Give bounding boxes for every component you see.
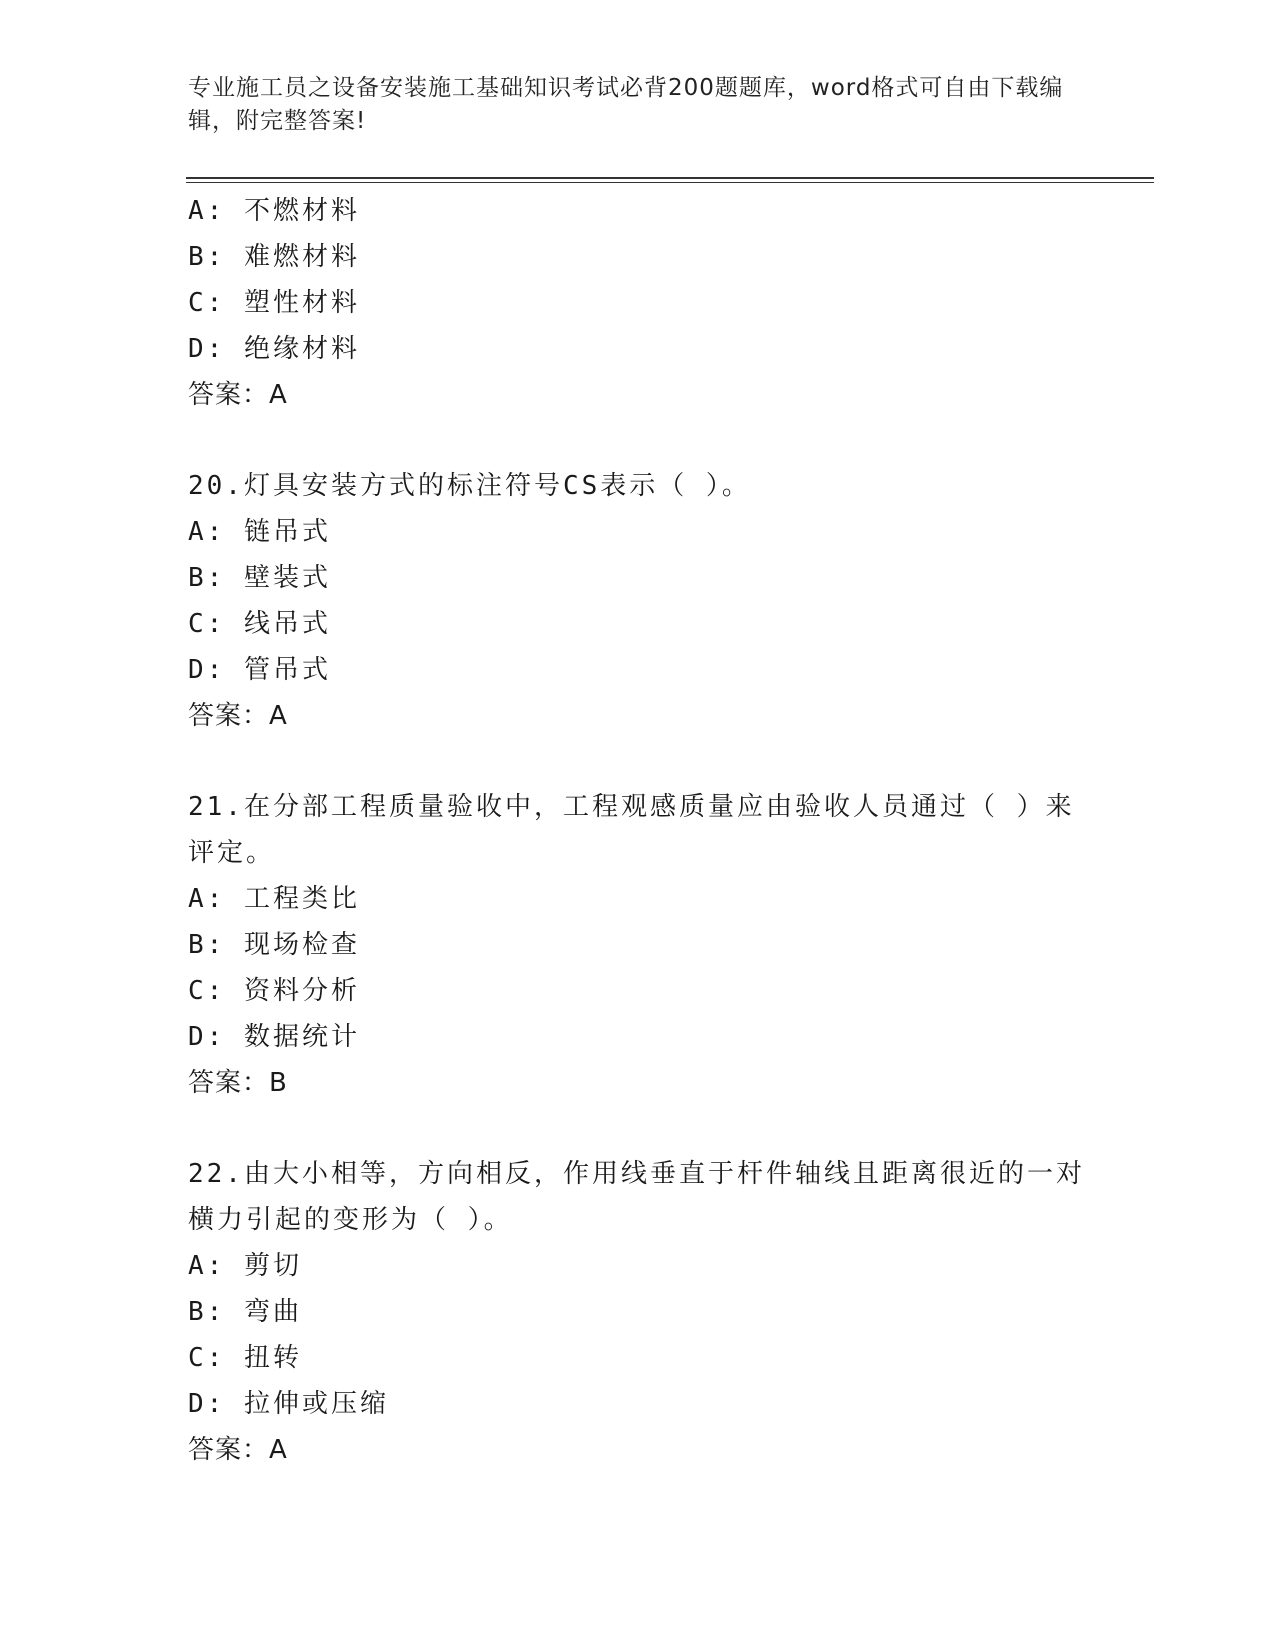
option-b: B: 难燃材料	[188, 242, 360, 272]
option-a: A: 剪切	[188, 1251, 302, 1281]
question-block-19	[188, 188, 1088, 418]
option-a: A: 链吊式	[188, 517, 331, 547]
header-rule-thick	[186, 177, 1154, 179]
block-spacer	[188, 1106, 1088, 1151]
option-d: D: 绝缘材料	[188, 334, 360, 364]
option-b: B: 壁装式	[188, 563, 331, 593]
answer-line: 答案：A	[188, 380, 288, 410]
option-c: C: 线吊式	[188, 609, 331, 639]
question-text: 22.由大小相等，方向相反，作用线垂直于杆件轴线且距离很近的一对横力引起的变形为（ ）。	[188, 1159, 1085, 1235]
option-b: B: 弯曲	[188, 1297, 302, 1327]
option-d: D: 管吊式	[188, 655, 331, 685]
question-text: 21.在分部工程质量验收中，工程观感质量应由验收人员通过（ ）来评定。	[188, 792, 1075, 868]
question-list	[188, 188, 1088, 1473]
option-c: C: 扭转	[188, 1343, 302, 1373]
option-d: D: 数据统计	[188, 1022, 360, 1052]
option-a: A: 不燃材料	[188, 196, 360, 226]
block-spacer	[188, 739, 1088, 784]
answer-line: 答案：B	[188, 1068, 288, 1098]
question-block-21	[188, 784, 1088, 1106]
block-spacer	[188, 418, 1088, 463]
question-block-22	[188, 1151, 1088, 1473]
question-text: 20.灯具安装方式的标注符号CS表示（ ）。	[188, 471, 751, 501]
answer-line: 答案：A	[188, 1435, 288, 1465]
header-rule-thin	[186, 182, 1154, 183]
answer-line: 答案：A	[188, 701, 288, 731]
option-d: D: 拉伸或压缩	[188, 1389, 389, 1419]
option-c: C: 资料分析	[188, 976, 360, 1006]
document-title: 专业施工员之设备安装施工基础知识考试必背200题题库，word格式可自由下载编辑，附完整答案!	[188, 75, 1064, 134]
option-b: B: 现场检查	[188, 930, 360, 960]
option-a: A: 工程类比	[188, 884, 360, 914]
option-c: C: 塑性材料	[188, 288, 360, 318]
question-block-20	[188, 463, 1088, 739]
